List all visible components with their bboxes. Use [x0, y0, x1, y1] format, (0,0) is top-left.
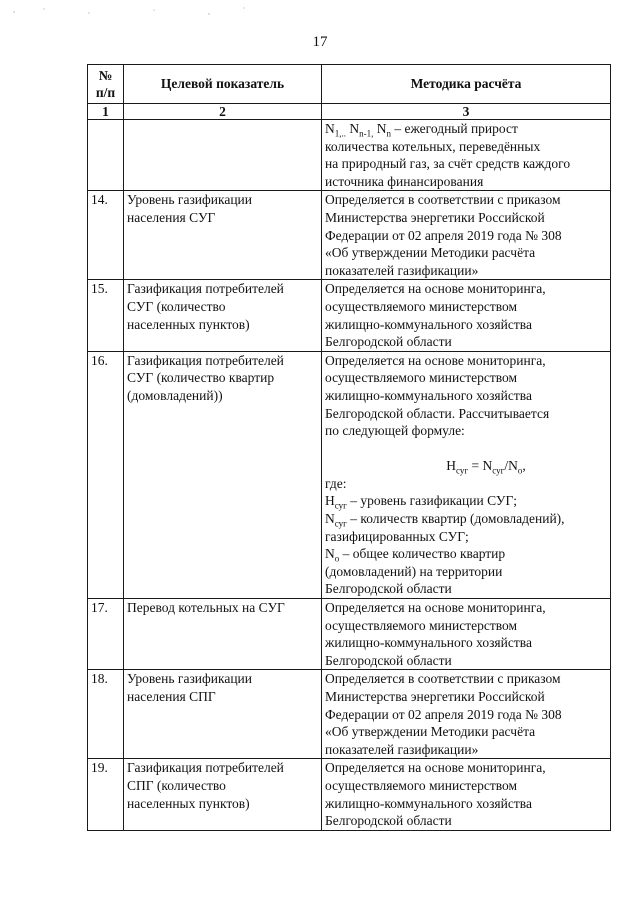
method-line: Белгородской области: [325, 652, 452, 668]
row-indicator: [124, 120, 322, 191]
table-row-16: [88, 351, 611, 598]
method-line: жилищно-коммунального хозяйства: [325, 387, 532, 403]
where-label: где:: [325, 475, 347, 491]
method-line: жилищно-коммунального хозяйства: [325, 635, 532, 651]
row-num: [88, 120, 124, 191]
row-num: 19.: [88, 759, 124, 830]
method-line: осуществляемого министерством: [325, 298, 518, 314]
definition-line: $Н_{суг}$ – уровень газификации СУГ;: [325, 493, 518, 512]
header-method: Методика расчёта: [322, 65, 611, 104]
row-num: 14.: [88, 191, 124, 280]
method-line: источника финансирования: [325, 173, 484, 189]
page-number: 17: [312, 34, 328, 50]
method-line: Определяется на основе мониторинга,: [325, 281, 546, 297]
method-line: «Об утверждении Методики расчёта: [325, 245, 536, 261]
row-num: 18.: [88, 670, 124, 759]
scan-noise: [4, 4, 264, 18]
indicator-line: Газификация потребителей: [127, 352, 284, 368]
method-line: Федерации от 02 апреля 2019 года № 308: [325, 227, 562, 243]
row-indicator: [124, 670, 322, 759]
method-line: по следующей формуле:: [325, 423, 465, 439]
indicator-line: СУГ (количество квартир: [127, 370, 275, 386]
formula: $Н_{суг} = N_{суг}/N_о$,: [446, 458, 526, 476]
row-method: [322, 759, 611, 830]
row-method: [322, 191, 611, 280]
table-row-continuation: [88, 120, 611, 191]
indicator-line: Газификация потребителей: [127, 281, 284, 297]
method-line: показателей газификации»: [325, 262, 479, 278]
method-line: количества котельных, переведённых: [325, 138, 541, 154]
row-method: [322, 670, 611, 759]
table-row-17: [88, 599, 611, 670]
row-indicator: [124, 351, 322, 598]
indicator-line: Уровень газификации: [127, 671, 252, 687]
indicator-line: населенных пунктов): [127, 795, 250, 811]
row-num: 15.: [88, 280, 124, 351]
table-row-19: [88, 759, 611, 830]
definition-line: газифицированных СУГ;: [325, 528, 469, 544]
method-line: Белгородской области: [325, 334, 452, 350]
definition-line: $N_о$ – общее количество квартир: [325, 546, 506, 564]
method-formula-head: $N_{1,..}$ $N_{n-1,}$ $N_n$ – ежегодный прирост: [325, 121, 518, 139]
row-method: [322, 351, 611, 598]
table-header-row: [88, 65, 611, 104]
definition-line: Белгородской области: [325, 581, 452, 597]
definition-line: (домовладений) на территории: [325, 563, 503, 579]
indicator-line: населения СПГ: [127, 689, 216, 704]
row-num: 16.: [88, 351, 124, 598]
method-line: Министерства энергетики Российской: [325, 689, 545, 704]
row-indicator: [124, 599, 322, 670]
method-line: жилищно-коммунального хозяйства: [325, 795, 532, 811]
table-row-15: [88, 280, 611, 351]
method-line: на природный газ, за счёт средств каждого: [325, 156, 571, 172]
definition-line: $N_{суг}$ – количеств квартир (домовладений),: [325, 511, 565, 529]
column-index-1: 1: [88, 104, 124, 120]
method-line: Белгородской области: [325, 813, 452, 829]
row-num: 17.: [88, 599, 124, 670]
method-line: Определяется в соответствии с приказом: [325, 192, 561, 208]
header-num-line1: №: [98, 68, 113, 83]
indicator-line: Газификация потребителей: [127, 760, 284, 776]
row-method: [322, 120, 611, 191]
indicator-line: (домовладений)): [127, 387, 223, 403]
indicator-line: Перевод котельных на СУГ: [127, 600, 285, 616]
row-indicator: [124, 759, 322, 830]
method-line: осуществляемого министерством: [325, 617, 518, 633]
indicator-line: СПГ (количество: [127, 777, 226, 793]
header-num: [88, 65, 124, 104]
method-line: Министерства энергетики Российской: [325, 209, 545, 225]
method-line: осуществляемого министерством: [325, 777, 518, 793]
row-indicator: [124, 280, 322, 351]
method-line: показателей газификации»: [325, 741, 479, 757]
method-line: Определяется на основе мониторинга,: [325, 352, 546, 368]
method-line: Определяется на основе мониторинга,: [325, 600, 546, 616]
column-index-3: 3: [322, 104, 611, 120]
header-indicator: Целевой показатель: [124, 65, 322, 104]
indicator-line: населения СУГ: [127, 209, 216, 225]
indicators-table: [87, 64, 611, 831]
indicator-line: СУГ (количество: [127, 298, 226, 314]
method-line: осуществляемого министерством: [325, 370, 518, 386]
method-line: жилищно-коммунального хозяйства: [325, 316, 532, 332]
header-num-line2: п/п: [95, 85, 116, 100]
column-index-2: 2: [124, 104, 322, 120]
blank-line: [325, 440, 607, 458]
indicator-line: Уровень газификации: [127, 192, 252, 208]
method-line: Определяется на основе мониторинга,: [325, 760, 546, 776]
table-row-14: [88, 191, 611, 280]
method-line: «Об утверждении Методики расчёта: [325, 724, 536, 740]
indicator-line: населенных пунктов): [127, 316, 250, 332]
method-line: Белгородской области. Рассчитывается: [325, 405, 550, 421]
column-index-row: [88, 104, 611, 120]
row-method: [322, 599, 611, 670]
table-row-18: [88, 670, 611, 759]
method-line: Определяется в соответствии с приказом: [325, 671, 561, 687]
method-line: Федерации от 02 апреля 2019 года № 308: [325, 706, 562, 722]
row-method: [322, 280, 611, 351]
row-indicator: [124, 191, 322, 280]
